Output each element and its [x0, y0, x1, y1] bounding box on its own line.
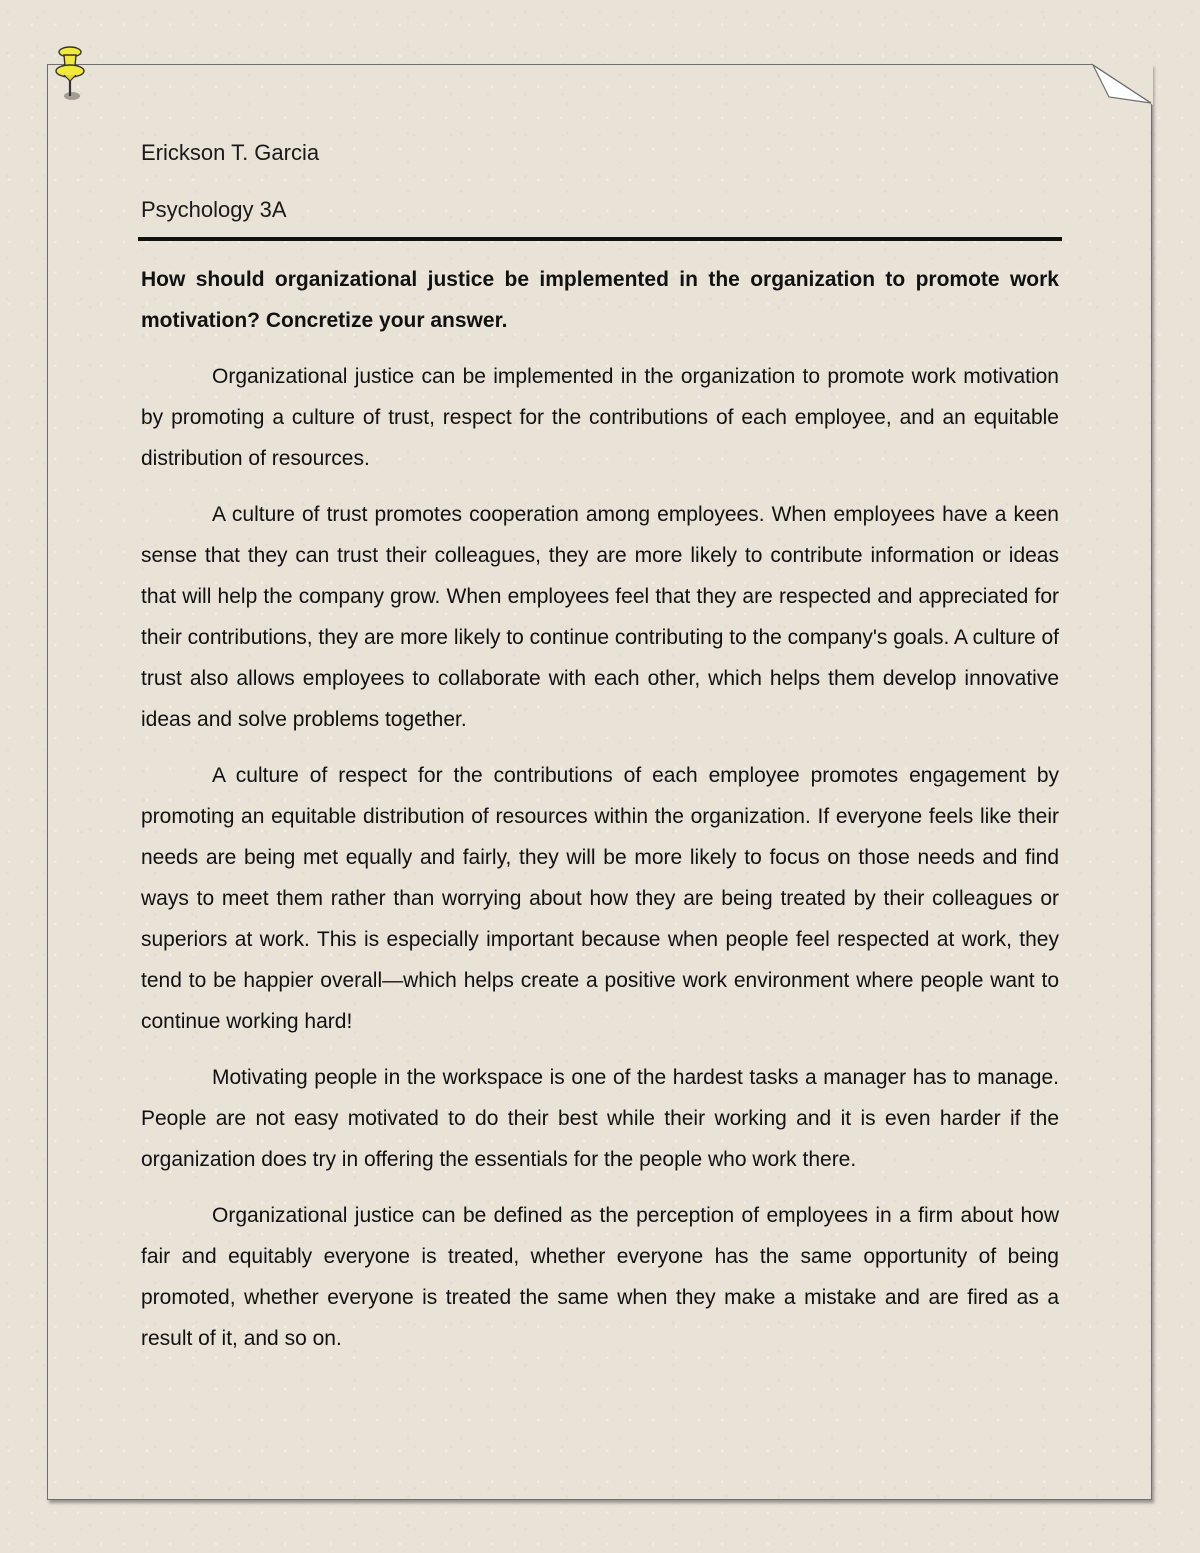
- document-body: [141, 138, 1059, 1374]
- paragraph: A culture of respect for the contributions of each employee promotes engagement by promoting an equitable distribution of resources within the organization. If everyone feels like their needs are being met equally and fairly, they will be more likely to focus on those needs and find ways to meet them rather than worrying about how they are being treated by their colleagues or superiors at work. This is especially important because when people feel respected at work, they tend to be happier overall—which helps create a positive work environment where people want to continue working hard!: [141, 764, 1059, 1033]
- folded-corner-icon: [1091, 63, 1153, 105]
- paragraph: Organizational justice can be implemented in the organization to promote work motivation by promoting a culture of trust, respect for the contributions of each employee, and an equitable distribution of resources.: [141, 365, 1059, 470]
- paragraph: Motivating people in the workspace is one of the hardest tasks a manager has to manage. People are not easy motivated to do their best while their working and it is even harder if the organization does try in offering the essentials for the people who work there.: [141, 1066, 1059, 1171]
- author-name: Erickson T. Garcia: [141, 140, 320, 165]
- pushpin-icon: [54, 44, 88, 102]
- paragraph: A culture of trust promotes cooperation among employees. When employees have a keen sense that they can trust their colleagues, they are more likely to contribute information or ideas that will help the company grow. When employees feel that they are respected and appreciated for their contributions, they are more likely to continue contributing to the company's goals. A culture of trust also allows employees to collaborate with each other, which helps them develop innovative ideas and solve problems together.: [141, 503, 1060, 731]
- course-name: Psychology 3A: [141, 197, 287, 222]
- divider: [138, 237, 1062, 241]
- paragraph: Organizational justice can be defined as the perception of employees in a firm about how fair and equitably everyone is treated, whether everyone has the same opportunity of being promoted, whether everyone is treated the same when they make a mistake and are fired as a result of it, and so on.: [141, 1204, 1059, 1350]
- question-heading: How should organizational justice be implemented in the organization to promote work motivation? Concretize your answer.: [141, 268, 1059, 332]
